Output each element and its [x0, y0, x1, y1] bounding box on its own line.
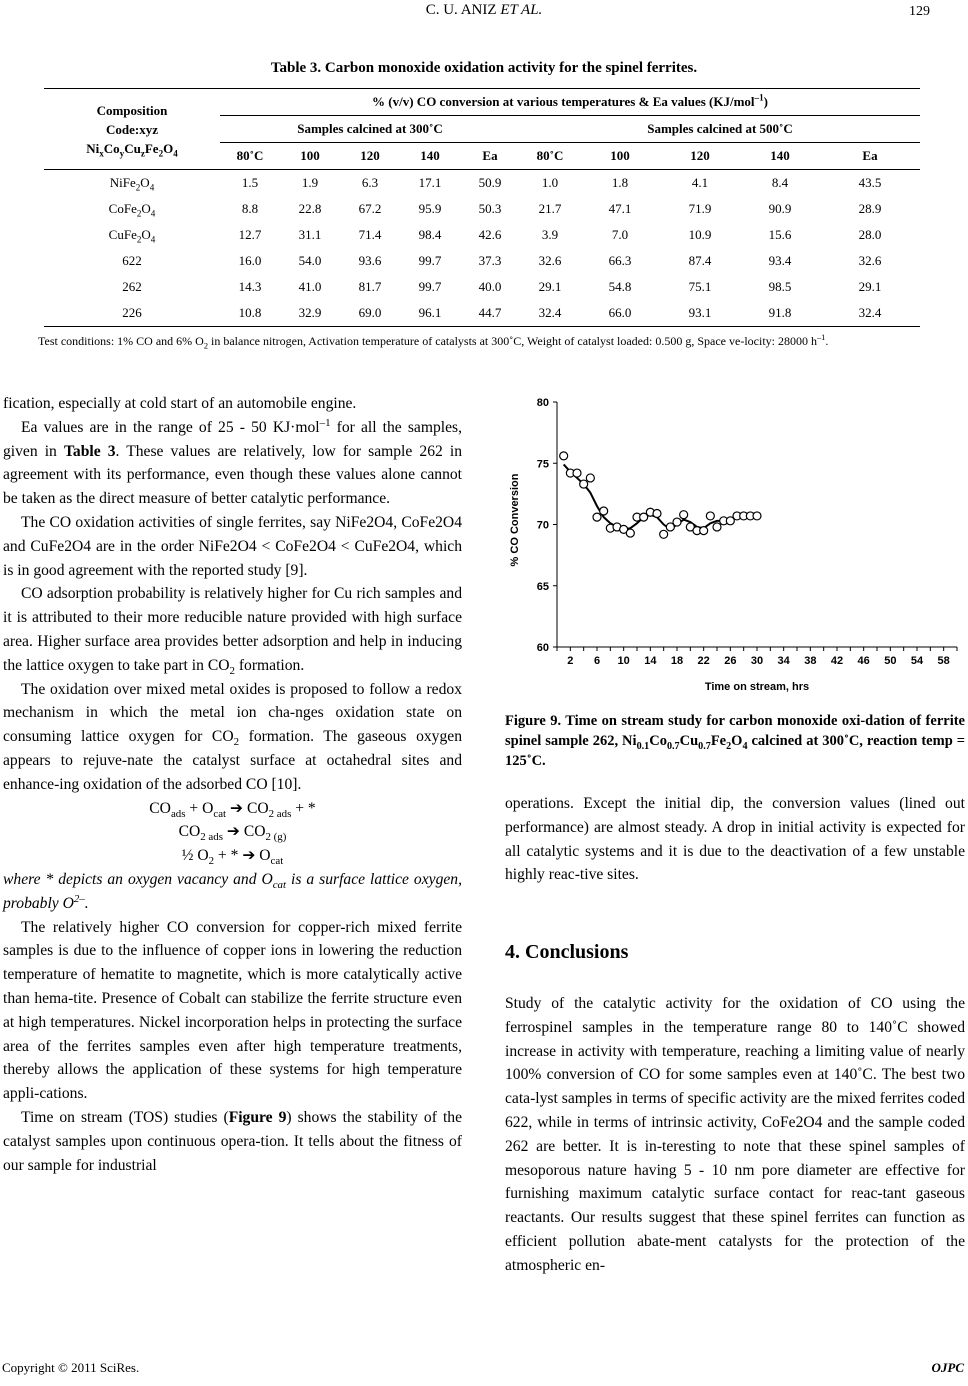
- table-cell: 87.4: [688, 253, 712, 268]
- table-cell: 16.0: [238, 253, 262, 268]
- table-cell: 66.3: [608, 253, 632, 268]
- table-cell: 69.0: [340, 300, 400, 327]
- table-cell: 21.7: [538, 201, 562, 216]
- header-authors: C. U. ANIZ: [425, 2, 497, 18]
- x-tick-label: 38: [804, 655, 817, 667]
- equation: $CO_{ads} + O_{cat}$ ➔ $CO_{2 ads}$ + *: [149, 799, 316, 820]
- composition-header: Composition Code:xyz $Ni_xCo_yCu_zFe_2O_4$: [44, 89, 220, 170]
- data-point: [680, 511, 688, 519]
- table-cell: 99.7: [418, 253, 442, 268]
- paragraph: Study of the catalytic activity for the oxidation of CO using the ferrospinel samples in the temperature range 80 to 140˚C showed increase in activity with temperature, reaching a limiting value of nearly 100% conversion of CO for some samples even at 140˚C. The best two cata-lyst samples in terms of specific activity are the mixed ferrites coded 622, while in terms of intrinsic activity, CoFe2O4 and the sample coded 262 are better. It is in-teresting to note that these spinel samples of mesoporous nature having 5 - 10 nm pore diameter are effective for furnishing maximum catalytic surface contact for reac-tant gaseous reactants. Our results suggest that these spinel ferrites can function as efficient pollution abate-ment catalysts for the protection of the atmospheric en-: [505, 995, 965, 1274]
- data-point: [673, 518, 681, 526]
- table-cell: 28.9: [858, 201, 882, 216]
- table-cell: 31.1: [298, 227, 322, 242]
- paragraph: Ea values are in the range of 25 - 50 KJ·mol$^{-1}$ for all the samples, given in Table 3. These values are relatively, low for sample 262 in agreement with its performance, even though these values alone cannot be taken as the direct measure of better catalytic performance.: [3, 416, 462, 508]
- header-et-al: ET AL.: [500, 2, 543, 18]
- data-point: [560, 452, 568, 460]
- col-header: 140: [740, 143, 820, 170]
- table-cell: 1.8: [611, 175, 629, 190]
- table-caption: Table 3. Carbon monoxide oxidation activity for the spinel ferrites.: [270, 60, 698, 76]
- row-label: 262: [122, 279, 142, 294]
- y-tick-label: 80: [536, 397, 549, 409]
- table-row: [44, 274, 920, 300]
- figure-9-chart: [500, 390, 968, 700]
- y-axis-label: % CO Conversion: [509, 473, 521, 567]
- group-300-header: Samples calcined at 300˚C: [220, 116, 520, 143]
- data-point: [706, 512, 714, 520]
- x-tick-label: 6: [593, 655, 601, 667]
- table-row: [44, 300, 920, 327]
- row-label: $CuFe_2O_4$: [108, 227, 156, 245]
- table-cell: 8.4: [771, 175, 789, 190]
- y-tick-label: 65: [536, 580, 549, 593]
- table-cell: 93.4: [768, 253, 792, 268]
- table-cell: 71.4: [358, 227, 382, 242]
- col-header: Ea: [820, 143, 920, 170]
- table-cell: 32.6: [538, 253, 562, 268]
- paragraph: where * depicts an oxygen vacancy and $O_{cat}$ is a surface lattice oxygen, probably $O^{2-}$.: [3, 870, 462, 912]
- paragraph: CO adsorption probability is relatively higher for Cu rich samples and it is attributed to their more reducible nature provided with high surface area. Higher surface area provides better adsorption and help in inducing the lattice oxygen to take part in $CO_2$ formation.: [3, 585, 462, 677]
- table-cell: 81.7: [358, 279, 382, 294]
- table-cell: 93.1: [660, 300, 740, 327]
- section-heading: 4. Conclusions: [505, 941, 629, 963]
- data-point: [660, 530, 668, 538]
- equation: ½ $O_2$ + * ➔ $O_{cat}$: [181, 847, 284, 868]
- journal-name: OJPC: [931, 1360, 964, 1375]
- table-cell: 42.6: [478, 227, 502, 242]
- equation: $CO_{2 ads}$ ➔ $CO_{2 (g)}$: [178, 823, 287, 844]
- row-label: $NiFe_2O_4$: [109, 175, 155, 193]
- table-cell: 67.2: [358, 201, 382, 216]
- table-cell: 8.8: [241, 201, 259, 216]
- table-3: [44, 88, 920, 327]
- table-cell: 54.0: [298, 253, 322, 268]
- paragraph: The relatively higher CO conversion for copper-rich mixed ferrite samples is due to the influence of copper ions in lowering the reduction temperature of hematite to magnetite, which is more catalytically active than hema-tite. Presence of Cobalt can stabilize the ferrite structure even at high temperatures. Nickel incorporation helps in protecting the surface area of the ferrites samples even after high temperature treatments, thereby allows the application of these systems for high temperature appli-cations.: [3, 918, 462, 1103]
- data-point: [700, 527, 708, 535]
- table-cell: 32.9: [280, 300, 340, 327]
- col-header: 100: [580, 143, 660, 170]
- table-cell: 50.9: [478, 175, 502, 190]
- row-label: 622: [122, 253, 142, 268]
- col-header: 80˚C: [220, 143, 280, 170]
- table-cell: 1.0: [541, 175, 559, 190]
- table-cell: 29.1: [538, 279, 562, 294]
- table-note: Test conditions: 1% CO and 6% $O_2$ in balance nitrogen, Activation temperature of catalysts at 300˚C, Weight of catalyst loaded: 0.500 g, Space ve-locity: 28000 $h^{-1}$.: [38, 333, 829, 351]
- table-cell: 4.1: [691, 175, 709, 190]
- x-tick-label: 34: [777, 655, 790, 667]
- col-header: 120: [660, 143, 740, 170]
- data-point: [593, 513, 601, 521]
- table-cell: 91.8: [740, 300, 820, 327]
- y-tick-label: 70: [536, 519, 549, 532]
- col-header: 80˚C: [520, 143, 580, 170]
- table-cell: 90.9: [768, 201, 792, 216]
- paragraph: The oxidation over mixed metal oxides is proposed to follow a redox mechanism in which the metal ion cha-nges oxidation state on consuming lattice oxygen for $CO_2$ formation. The gaseous oxygen appears to rejuve-nate the catalyst surface at octahedral sites and enhance-ing oxidation of the adsorbed CO [10].: [3, 680, 462, 793]
- data-point: [653, 509, 661, 517]
- table-cell: 75.1: [688, 279, 712, 294]
- x-tick-label: 22: [697, 655, 710, 667]
- group-500-header: Samples calcined at 500˚C: [520, 116, 920, 143]
- table-cell: 32.4: [820, 300, 920, 327]
- x-tick-label: 58: [937, 655, 950, 667]
- x-tick-label: 18: [670, 655, 684, 667]
- table-cell: 17.1: [418, 175, 442, 190]
- x-axis-label: Time on stream, hrs: [704, 681, 810, 693]
- col-header: 100: [280, 143, 340, 170]
- x-tick-label: 10: [617, 655, 630, 667]
- x-tick-label: 2: [567, 655, 574, 667]
- table-cell: 41.0: [298, 279, 322, 294]
- table-cell: 1.9: [301, 175, 319, 190]
- table-cell: 95.9: [418, 201, 442, 216]
- table-cell: 14.3: [238, 279, 262, 294]
- copyright: Copyright © 2011 SciRes.: [2, 1360, 140, 1375]
- table-cell: 22.8: [298, 201, 322, 216]
- paragraph: fication, especially at cold start of an automobile engine.: [3, 395, 357, 412]
- y-tick-label: 60: [536, 642, 549, 654]
- table-row: [44, 248, 920, 274]
- x-tick-label: 50: [884, 655, 897, 667]
- data-point: [586, 474, 594, 482]
- paragraph: operations. Except the initial dip, the conversion values (lined out performance) are almost steady. A drop in initial activity is expected for all catalytic systems and it is due to the deactivation of a few unstable highly reac-tive sites.: [505, 795, 965, 884]
- table-cell: 28.0: [858, 227, 882, 242]
- table-cell: 54.8: [608, 279, 632, 294]
- data-point: [573, 469, 581, 477]
- conversion-header: % (v/v) CO conversion at various temperatures & Ea values (KJ/mol$^{-1}$): [220, 89, 920, 116]
- table-cell: 50.3: [478, 201, 502, 216]
- table-cell: 43.5: [858, 175, 882, 190]
- table-cell: 1.5: [241, 175, 259, 190]
- data-point: [600, 507, 608, 515]
- right-column-top: [505, 792, 965, 887]
- table-cell: 32.6: [858, 253, 882, 268]
- row-label: 226: [44, 300, 220, 327]
- x-tick-label: 30: [750, 655, 764, 667]
- table-cell: 96.1: [400, 300, 460, 327]
- table-cell: 6.3: [361, 175, 379, 190]
- figure-caption: Figure 9. Time on stream study for carbon monoxide oxi-dation of ferrite spinel sample 262, $Ni_{0.1}Co_{0.7}Cu_{0.7}Fe_2O_4$ calcined at 300˚C, reaction temp = 125˚C.: [505, 713, 965, 769]
- running-header: [0, 2, 968, 19]
- col-header: 120: [340, 143, 400, 170]
- table-cell: 99.7: [418, 279, 442, 294]
- right-column-bottom: [505, 992, 965, 1278]
- table-cell: 47.1: [608, 201, 632, 216]
- table-cell: 7.0: [611, 227, 629, 242]
- table-cell: 93.6: [358, 253, 382, 268]
- table-cell: 10.8: [220, 300, 280, 327]
- x-tick-label: 54: [910, 655, 924, 667]
- table-row: [44, 170, 920, 197]
- table-cell: 44.7: [460, 300, 520, 327]
- table-cell: 3.9: [541, 227, 559, 242]
- x-tick-label: 14: [644, 655, 657, 667]
- table-cell: 71.9: [688, 201, 712, 216]
- col-header: 140: [400, 143, 460, 170]
- table-cell: 12.7: [238, 227, 262, 242]
- col-header: Ea: [460, 143, 520, 170]
- table-cell: 29.1: [858, 279, 882, 294]
- page-number: 129: [909, 4, 930, 19]
- table-cell: 10.9: [688, 227, 712, 242]
- row-label: $CoFe_2O_4$: [108, 201, 156, 219]
- table-row: [44, 222, 920, 248]
- footer: [2, 1360, 964, 1376]
- data-point: [626, 529, 634, 537]
- y-tick-label: 75: [536, 458, 549, 471]
- data-point: [753, 512, 761, 520]
- table-cell: 98.5: [768, 279, 792, 294]
- table-cell: 66.0: [580, 300, 660, 327]
- table-cell: 37.3: [478, 253, 502, 268]
- table-cell: 32.4: [520, 300, 580, 327]
- paragraph: The CO oxidation activities of single ferrites, say NiFe2O4, CoFe2O4 and CuFe2O4 are in the order NiFe2O4 < CoFe2O4 < CuFe2O4, which is in good agreement with the reported study [9].: [3, 513, 462, 579]
- data-point: [580, 480, 588, 488]
- left-column: [3, 392, 462, 1177]
- table-row: [44, 196, 920, 222]
- table-cell: 98.4: [418, 227, 442, 242]
- table-cell: 40.0: [478, 279, 502, 294]
- x-tick-label: 26: [724, 655, 737, 667]
- paragraph: Time on stream (TOS) studies (Figure 9) shows the stability of the catalyst samples upon continuous opera-tion. It tells about the fitness of our sample for industrial: [3, 1108, 462, 1174]
- table-cell: 15.6: [768, 227, 792, 242]
- x-tick-label: 46: [857, 655, 870, 667]
- x-tick-label: 42: [830, 655, 844, 667]
- data-point: [713, 523, 721, 531]
